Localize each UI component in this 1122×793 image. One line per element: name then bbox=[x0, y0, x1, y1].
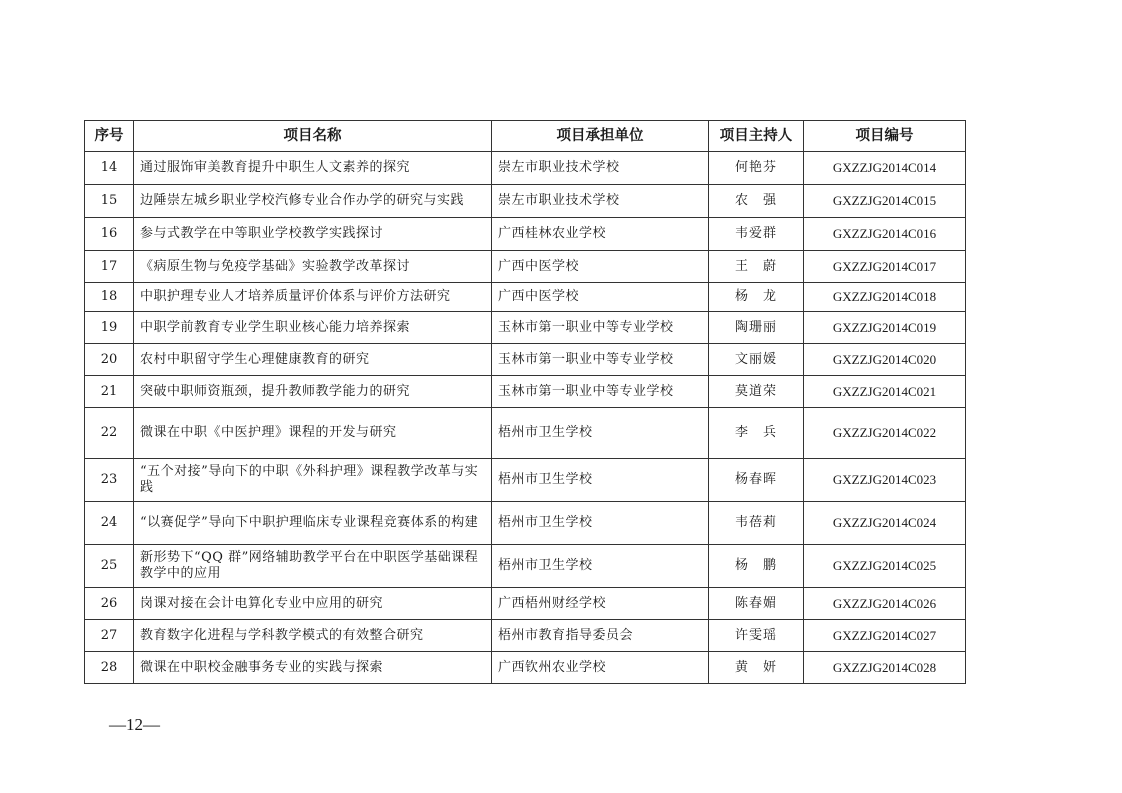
cell-serial-number: 22 bbox=[85, 408, 134, 459]
cell-serial-number: 18 bbox=[85, 283, 134, 312]
cell-project-name: 中职学前教育专业学生职业核心能力培养探索 bbox=[134, 312, 492, 344]
cell-project-code: GXZZJG2014C026 bbox=[804, 588, 966, 620]
cell-serial-number: 21 bbox=[85, 376, 134, 408]
table-row bbox=[85, 283, 966, 312]
table-row bbox=[85, 376, 966, 408]
project-table bbox=[84, 120, 966, 684]
cell-project-code: GXZZJG2014C021 bbox=[804, 376, 966, 408]
table-row bbox=[85, 218, 966, 251]
table-row bbox=[85, 185, 966, 218]
cell-project-code: GXZZJG2014C017 bbox=[804, 251, 966, 283]
cell-project-name: 新形势下“QQ 群”网络辅助教学平台在中职医学基础课程教学中的应用 bbox=[134, 545, 492, 588]
cell-serial-number: 24 bbox=[85, 502, 134, 545]
cell-serial-number: 25 bbox=[85, 545, 134, 588]
table-row bbox=[85, 620, 966, 652]
cell-serial-number: 15 bbox=[85, 185, 134, 218]
cell-project-name: 教育数字化进程与学科教学模式的有效整合研究 bbox=[134, 620, 492, 652]
table-row bbox=[85, 344, 966, 376]
cell-project-name: “五个对接”导向下的中职《外科护理》课程教学改革与实践 bbox=[134, 459, 492, 502]
cell-project-leader: 韦爱群 bbox=[709, 218, 804, 251]
cell-serial-number: 17 bbox=[85, 251, 134, 283]
cell-project-name: 通过服饰审美教育提升中职生人文素养的探究 bbox=[134, 152, 492, 185]
page-number: —12— bbox=[109, 715, 160, 734]
cell-project-name: 农村中职留守学生心理健康教育的研究 bbox=[134, 344, 492, 376]
cell-project-code: GXZZJG2014C025 bbox=[804, 545, 966, 588]
cell-undertaking-unit: 梧州市卫生学校 bbox=[492, 502, 709, 545]
cell-undertaking-unit: 广西桂林农业学校 bbox=[492, 218, 709, 251]
cell-project-code: GXZZJG2014C028 bbox=[804, 652, 966, 684]
cell-project-leader: 何艳芬 bbox=[709, 152, 804, 185]
cell-project-code: GXZZJG2014C018 bbox=[804, 283, 966, 312]
cell-project-name: 参与式教学在中等职业学校教学实践探讨 bbox=[134, 218, 492, 251]
table-header-row bbox=[85, 121, 966, 152]
cell-undertaking-unit: 崇左市职业技术学校 bbox=[492, 152, 709, 185]
cell-serial-number: 20 bbox=[85, 344, 134, 376]
cell-project-name: “以赛促学”导向下中职护理临床专业课程竞赛体系的构建 bbox=[134, 502, 492, 545]
cell-undertaking-unit: 广西中医学校 bbox=[492, 283, 709, 312]
table-row bbox=[85, 152, 966, 185]
header-project-code: 项目编号 bbox=[804, 121, 966, 152]
table-row bbox=[85, 545, 966, 588]
cell-project-code: GXZZJG2014C022 bbox=[804, 408, 966, 459]
cell-project-leader: 陶珊丽 bbox=[709, 312, 804, 344]
cell-undertaking-unit: 广西中医学校 bbox=[492, 251, 709, 283]
cell-undertaking-unit: 玉林市第一职业中等专业学校 bbox=[492, 344, 709, 376]
cell-project-code: GXZZJG2014C015 bbox=[804, 185, 966, 218]
cell-undertaking-unit: 广西梧州财经学校 bbox=[492, 588, 709, 620]
header-undertaking-unit: 项目承担单位 bbox=[492, 121, 709, 152]
cell-project-leader: 许雯瑶 bbox=[709, 620, 804, 652]
table-body bbox=[85, 152, 966, 684]
cell-project-code: GXZZJG2014C020 bbox=[804, 344, 966, 376]
cell-project-leader: 文丽媛 bbox=[709, 344, 804, 376]
cell-undertaking-unit: 梧州市卫生学校 bbox=[492, 459, 709, 502]
table-row bbox=[85, 588, 966, 620]
cell-undertaking-unit: 广西钦州农业学校 bbox=[492, 652, 709, 684]
cell-project-name: 《病原生物与免疫学基础》实验教学改革探讨 bbox=[134, 251, 492, 283]
cell-project-leader: 莫道荣 bbox=[709, 376, 804, 408]
cell-undertaking-unit: 玉林市第一职业中等专业学校 bbox=[492, 312, 709, 344]
cell-undertaking-unit: 玉林市第一职业中等专业学校 bbox=[492, 376, 709, 408]
cell-project-name: 微课在中职《中医护理》课程的开发与研究 bbox=[134, 408, 492, 459]
cell-undertaking-unit: 梧州市卫生学校 bbox=[492, 408, 709, 459]
header-project-leader: 项目主持人 bbox=[709, 121, 804, 152]
cell-project-code: GXZZJG2014C027 bbox=[804, 620, 966, 652]
table-row bbox=[85, 408, 966, 459]
cell-project-name: 边陲崇左城乡职业学校汽修专业合作办学的研究与实践 bbox=[134, 185, 492, 218]
cell-serial-number: 26 bbox=[85, 588, 134, 620]
cell-serial-number: 28 bbox=[85, 652, 134, 684]
table-row bbox=[85, 652, 966, 684]
cell-project-leader: 李 兵 bbox=[709, 408, 804, 459]
cell-project-code: GXZZJG2014C016 bbox=[804, 218, 966, 251]
cell-project-leader: 杨春晖 bbox=[709, 459, 804, 502]
table-row bbox=[85, 459, 966, 502]
cell-serial-number: 14 bbox=[85, 152, 134, 185]
cell-undertaking-unit: 梧州市教育指导委员会 bbox=[492, 620, 709, 652]
cell-serial-number: 16 bbox=[85, 218, 134, 251]
cell-project-leader: 黄 妍 bbox=[709, 652, 804, 684]
cell-project-name: 中职护理专业人才培养质量评价体系与评价方法研究 bbox=[134, 283, 492, 312]
table-row bbox=[85, 251, 966, 283]
cell-serial-number: 27 bbox=[85, 620, 134, 652]
cell-project-leader: 韦蓓莉 bbox=[709, 502, 804, 545]
table-row bbox=[85, 312, 966, 344]
cell-undertaking-unit: 崇左市职业技术学校 bbox=[492, 185, 709, 218]
cell-project-leader: 杨 鹏 bbox=[709, 545, 804, 588]
header-project-name: 项目名称 bbox=[134, 121, 492, 152]
header-serial-number: 序号 bbox=[85, 121, 134, 152]
cell-project-code: GXZZJG2014C019 bbox=[804, 312, 966, 344]
cell-project-name: 岗课对接在会计电算化专业中应用的研究 bbox=[134, 588, 492, 620]
table-row bbox=[85, 502, 966, 545]
cell-serial-number: 23 bbox=[85, 459, 134, 502]
cell-project-code: GXZZJG2014C024 bbox=[804, 502, 966, 545]
cell-project-leader: 王 蔚 bbox=[709, 251, 804, 283]
cell-project-code: GXZZJG2014C023 bbox=[804, 459, 966, 502]
cell-serial-number: 19 bbox=[85, 312, 134, 344]
cell-project-leader: 陈春媚 bbox=[709, 588, 804, 620]
cell-project-name: 微课在中职校金融事务专业的实践与探索 bbox=[134, 652, 492, 684]
cell-project-code: GXZZJG2014C014 bbox=[804, 152, 966, 185]
cell-undertaking-unit: 梧州市卫生学校 bbox=[492, 545, 709, 588]
cell-project-leader: 农 强 bbox=[709, 185, 804, 218]
cell-project-name: 突破中职师资瓶颈，提升教师教学能力的研究 bbox=[134, 376, 492, 408]
cell-project-leader: 杨 龙 bbox=[709, 283, 804, 312]
